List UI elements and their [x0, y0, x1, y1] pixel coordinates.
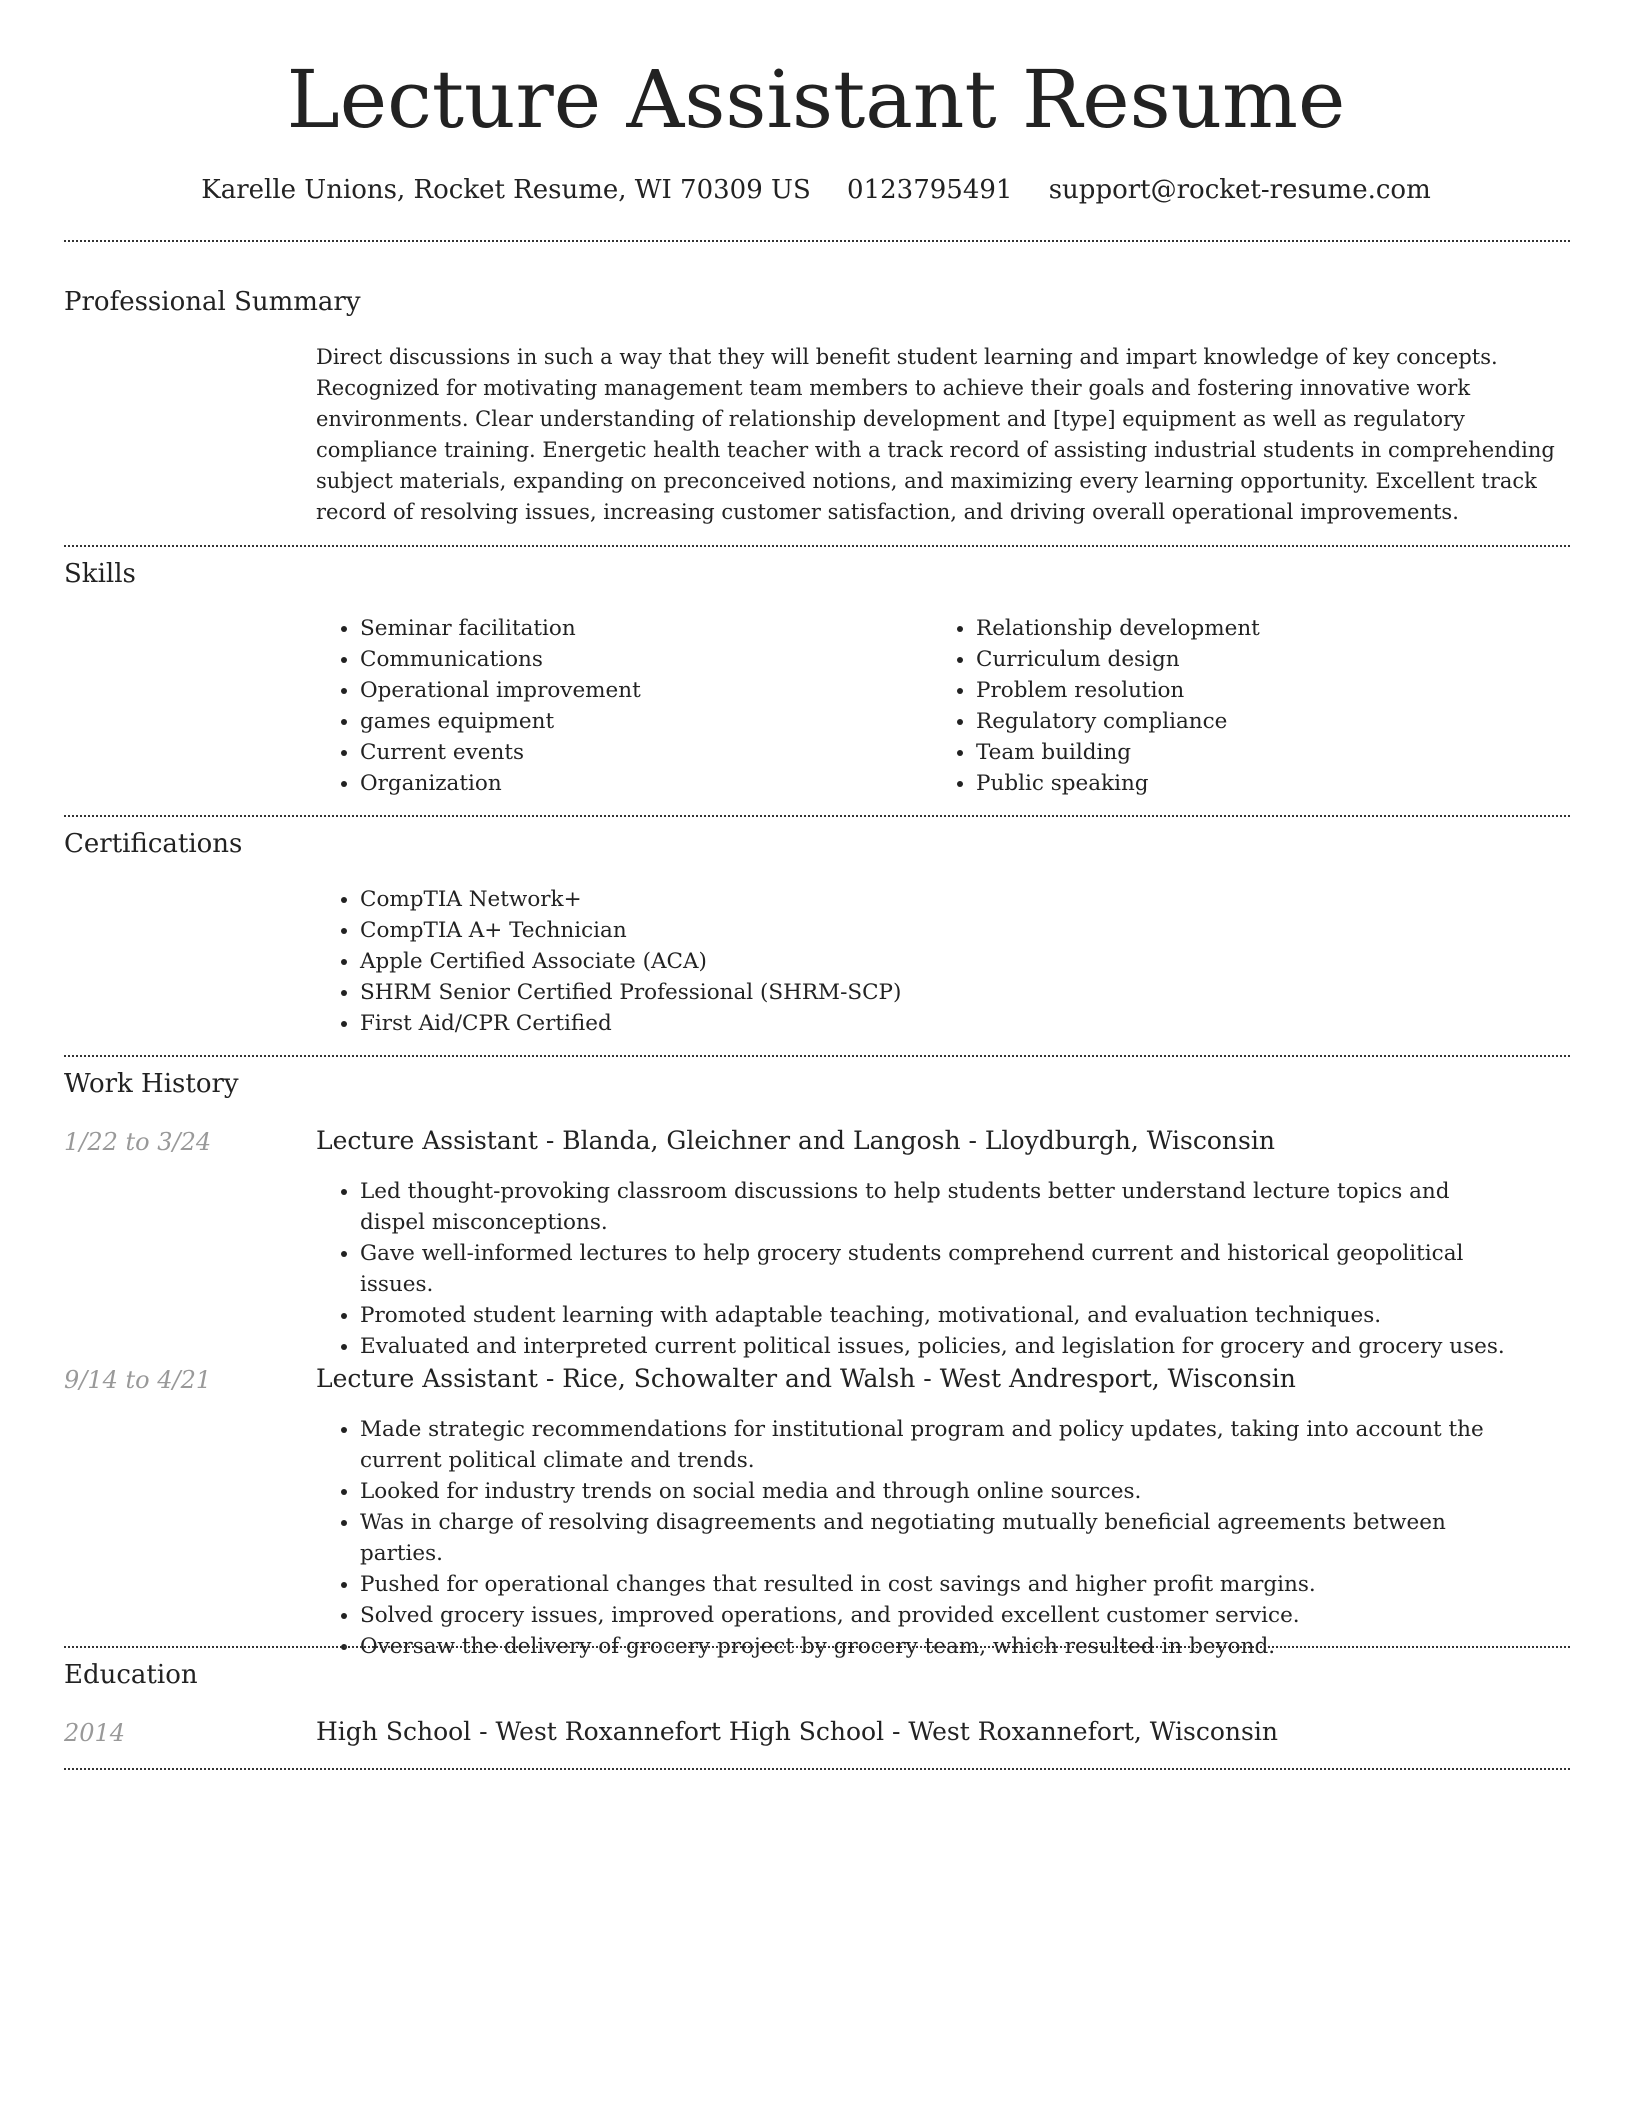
- skills-list-right: [932, 613, 1576, 799]
- skill-item: • Current events: [360, 737, 920, 768]
- skill-item: • Relationship development: [976, 613, 1576, 644]
- contact-address: Karelle Unions, Rocket Resume, WI 70309 US: [201, 175, 811, 205]
- education-title: High School - West Roxannefort High School - West Roxannefort, Wisconsin: [316, 1717, 1278, 1746]
- contact-line: [0, 170, 1632, 210]
- certification-item: • CompTIA A+ Technician: [360, 915, 1560, 946]
- job-bullets: [316, 1414, 1510, 1662]
- skills-heading: Skills: [64, 559, 136, 589]
- skill-item: • Communications: [360, 644, 920, 675]
- summary-text: Direct discussions in such a way that they will benefit student learning and impart knowledge of key concepts. Recognized for motivating management team members to achieve their goals and fostering innovative work environments. Clear understanding of relationship development and [type] equipment as well as regulatory compliance training. Energetic health teacher with a track record of assisting industrial students in comprehending subject materials, expanding on preconceived notions, and maximizing every learning opportunity. Excellent track record of resolving issues, increasing customer satisfaction, and driving overall operational improvements.: [316, 345, 1555, 524]
- skill-item: • Operational improvement: [360, 675, 920, 706]
- resume-title: Lecture Assistant Resume: [286, 53, 1346, 146]
- job-dates: 9/14 to 4/21: [64, 1366, 212, 1394]
- divider: [64, 240, 1570, 242]
- divider: [64, 1646, 1570, 1648]
- education-year: 2014: [64, 1719, 126, 1747]
- job-bullet: • Oversaw the delivery of grocery project by grocery team, which resulted in beyond.: [360, 1631, 1510, 1662]
- job-bullet: • Was in charge of resolving disagreements and negotiating mutually beneficial agreements between parties.: [360, 1507, 1510, 1569]
- skill-item: • Problem resolution: [976, 675, 1576, 706]
- skill-item: • Public speaking: [976, 768, 1576, 799]
- job-bullet: • Made strategic recommendations for institutional program and policy updates, taking into account the current political climate and trends.: [360, 1414, 1510, 1476]
- job-bullet: • Evaluated and interpreted current political issues, policies, and legislation for grocery and grocery uses.: [360, 1331, 1510, 1362]
- certification-item: • SHRM Senior Certified Professional (SHRM-SCP): [360, 977, 1560, 1008]
- job-bullet: • Pushed for operational changes that resulted in cost savings and higher profit margins.: [360, 1569, 1510, 1600]
- skill-item: • Curriculum design: [976, 644, 1576, 675]
- divider: [64, 545, 1570, 547]
- contact-email: support@rocket-resume.com: [1048, 175, 1431, 205]
- job-title: Lecture Assistant - Rice, Schowalter and Walsh - West Andresport, Wisconsin: [316, 1364, 1296, 1393]
- certifications-heading: Certifications: [64, 829, 243, 859]
- job-bullet: • Gave well-informed lectures to help grocery students comprehend current and historical geopolitical issues.: [360, 1238, 1510, 1300]
- job-dates: 1/22 to 3/24: [64, 1128, 212, 1156]
- divider: [64, 1055, 1570, 1057]
- skill-item: • Regulatory compliance: [976, 706, 1576, 737]
- education-heading: Education: [64, 1660, 198, 1690]
- certifications-list: [316, 884, 1560, 1039]
- divider: [64, 1768, 1570, 1770]
- job-bullet: • Led thought-provoking classroom discussions to help students better understand lecture topics and dispel misconceptions.: [360, 1176, 1510, 1238]
- job-bullet: • Solved grocery issues, improved operations, and provided excellent customer service.: [360, 1600, 1510, 1631]
- certification-item: • Apple Certified Associate (ACA): [360, 946, 1560, 977]
- job-bullet: • Promoted student learning with adaptable teaching, motivational, and evaluation techniques.: [360, 1300, 1510, 1331]
- work-history-heading: Work History: [64, 1069, 239, 1099]
- certification-item: • CompTIA Network+: [360, 884, 1560, 915]
- contact-phone: 0123795491: [847, 175, 1013, 205]
- summary-heading: Professional Summary: [64, 287, 361, 317]
- skill-item: • Seminar facilitation: [360, 613, 920, 644]
- skill-item: • games equipment: [360, 706, 920, 737]
- job-bullet: • Looked for industry trends on social media and through online sources.: [360, 1476, 1510, 1507]
- skills-list-left: [316, 613, 920, 799]
- job-bullets: [316, 1176, 1510, 1362]
- skill-item: • Organization: [360, 768, 920, 799]
- certification-item: • First Aid/CPR Certified: [360, 1008, 1560, 1039]
- divider: [64, 815, 1570, 817]
- job-title: Lecture Assistant - Blanda, Gleichner and Langosh - Lloydburgh, Wisconsin: [316, 1126, 1275, 1155]
- skill-item: • Team building: [976, 737, 1576, 768]
